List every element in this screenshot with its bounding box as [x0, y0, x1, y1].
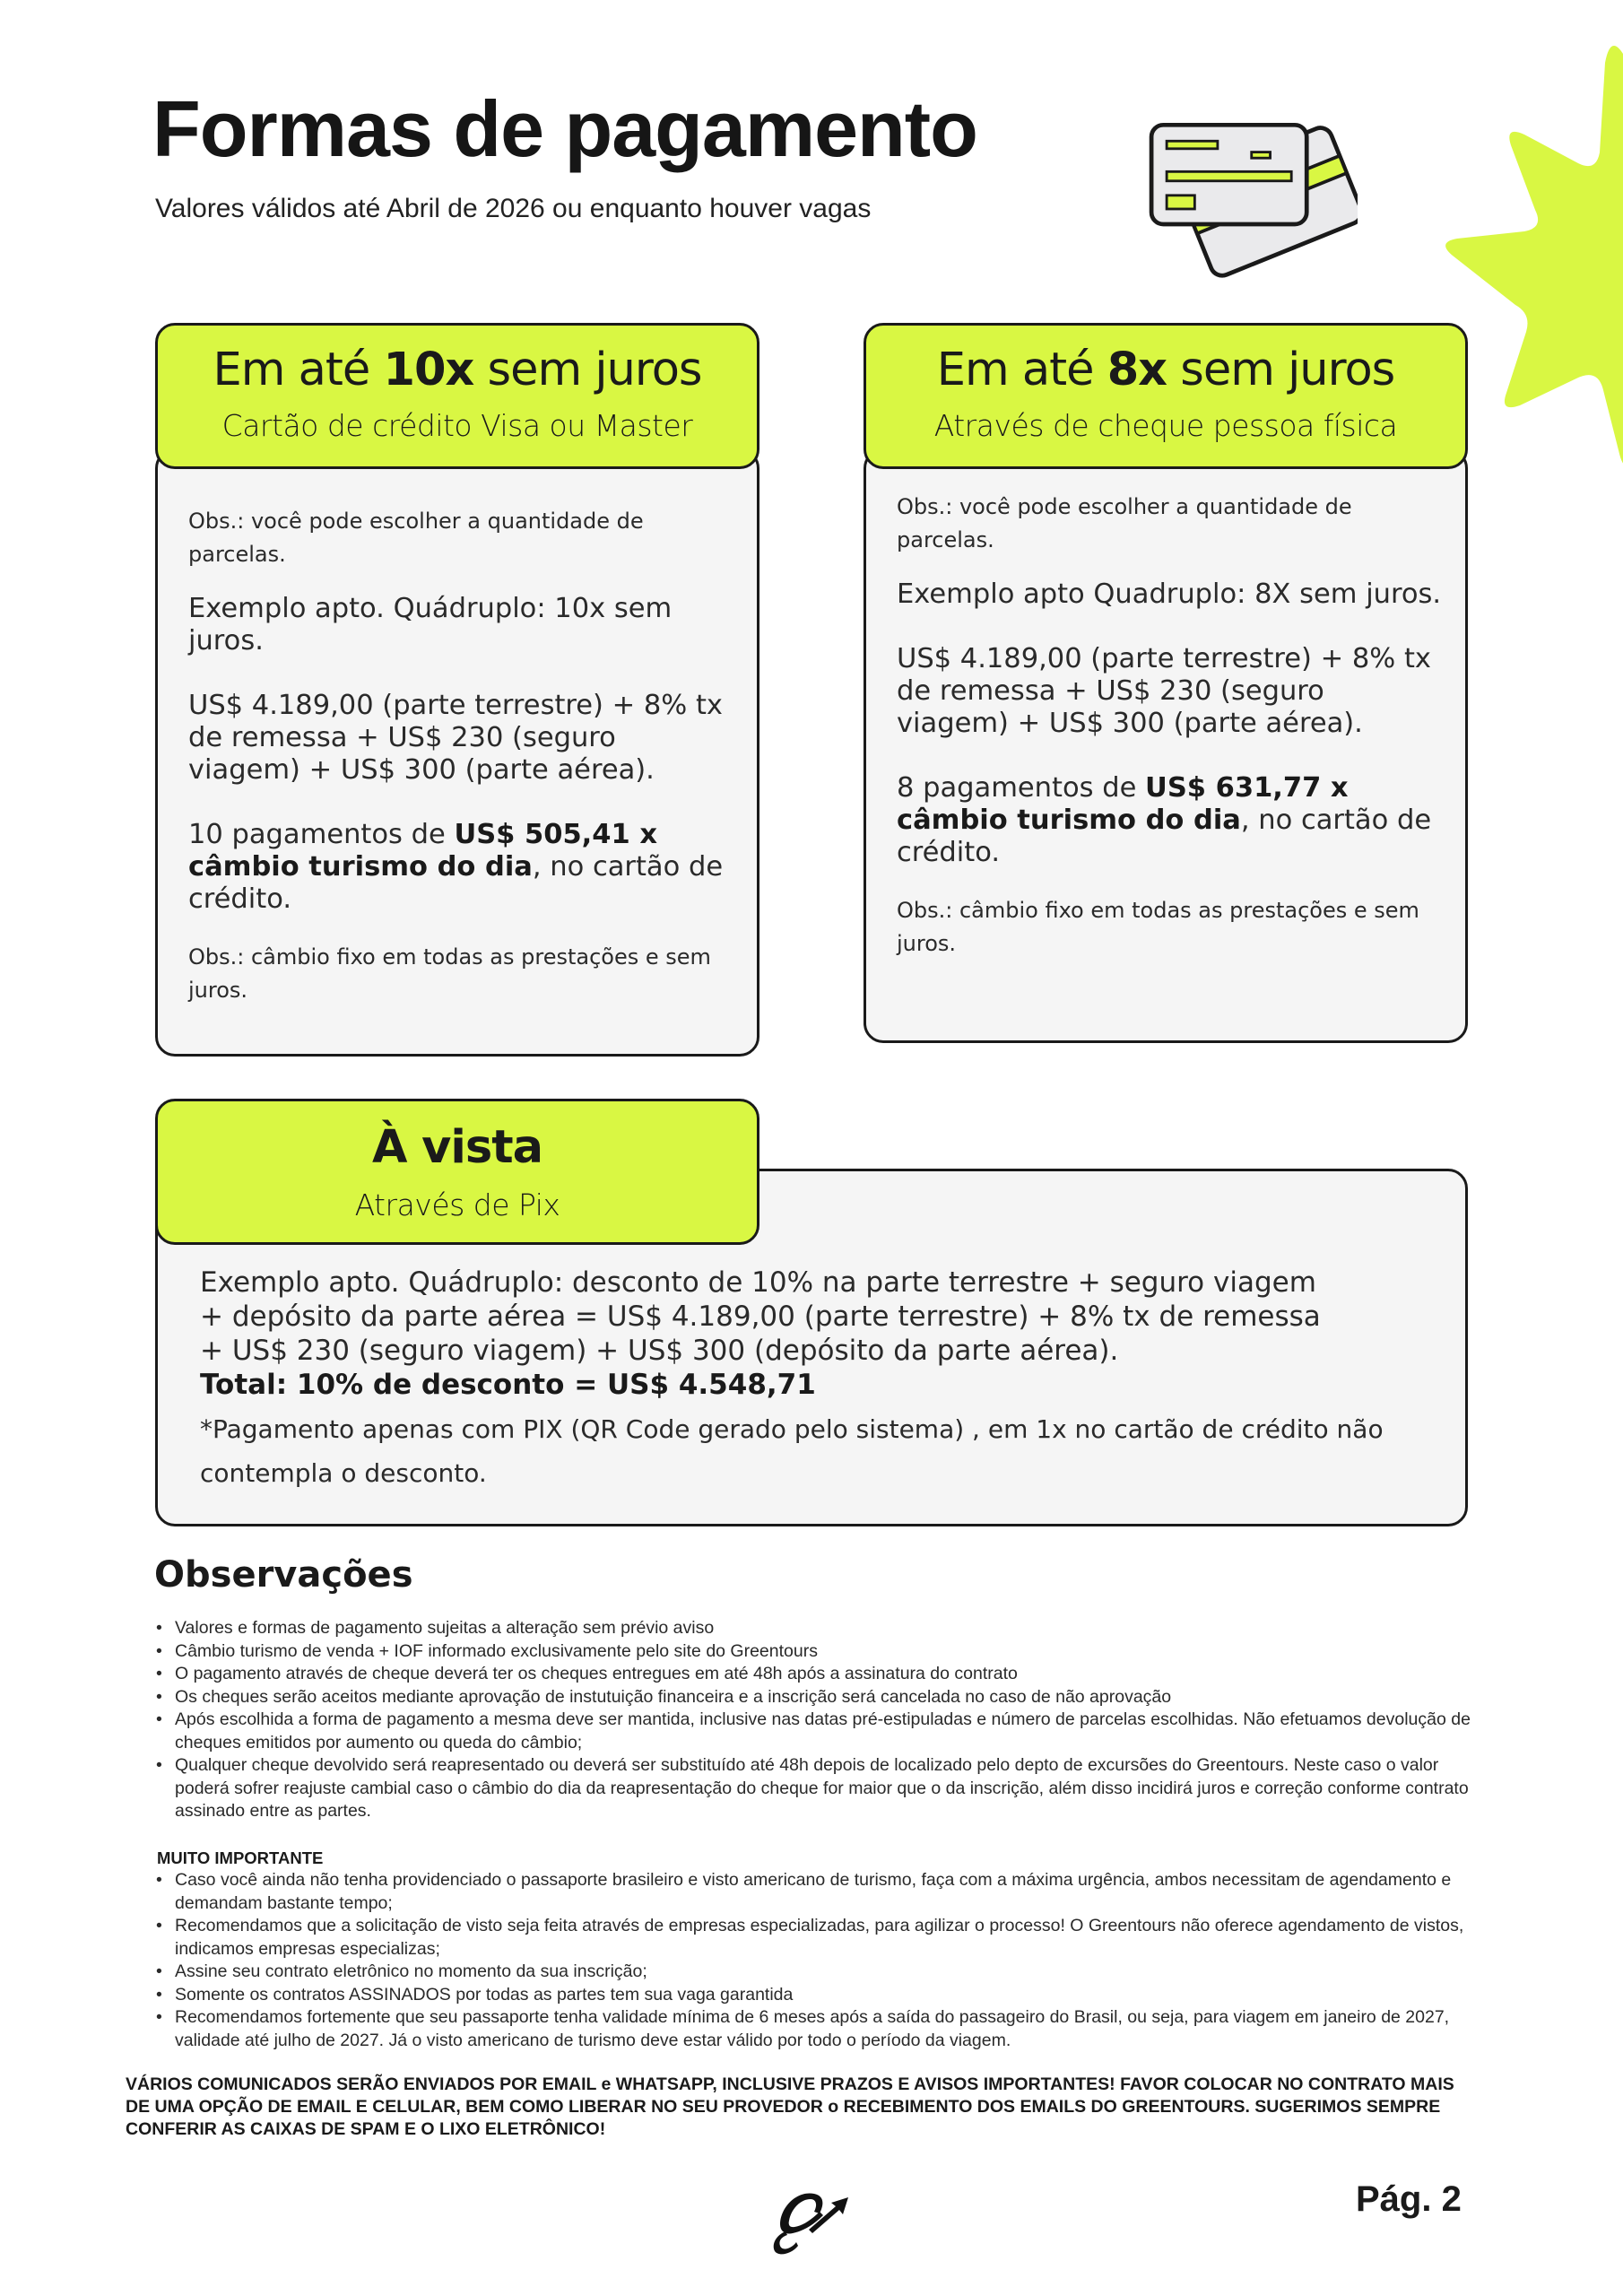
card-title: Em até 8x sem juros [936, 344, 1395, 396]
observations-list [154, 1617, 1481, 1823]
card-obs-note: Obs.: você pode escolher a quantidade de parcelas. [897, 494, 1352, 552]
bullet-icon: • [156, 1984, 162, 2005]
pix-example-line: + depósito da parte aérea = US$ 4.189,00 (parte terrestre) + 8% tx de remessa [200, 1300, 1321, 1333]
pix-total: Total: 10% de desconto = US$ 4.548,71 [200, 1369, 816, 1401]
card-obs-note: Obs.: você pode escolher a quantidade de parcelas. [188, 509, 644, 567]
greentours-logo-icon [760, 2185, 861, 2257]
pix-example-line: + US$ 230 (seguro viagem) + US$ 300 (depósito da parte aérea). [200, 1335, 1119, 1367]
bullet-icon: • [156, 1640, 162, 1661]
bullet-icon: • [156, 1664, 162, 1683]
observations-heading: Observações [154, 1554, 413, 1596]
list-item-text: Valores e formas de pagamento sujeitas a alteração sem prévio aviso [175, 1618, 715, 1638]
page-number: Pág. 2 [1356, 2179, 1462, 2219]
installments-card-body [155, 448, 759, 1057]
bullet-icon: • [156, 1686, 162, 1707]
list-item-text: Assine seu contrato eletrônico no momento da sua inscrição; [175, 1961, 647, 1981]
card-title: À vista [371, 1121, 543, 1174]
list-item [154, 1617, 1481, 1640]
list-item-text: Os cheques serão aceitos mediante aprovação de instutuição financeira e a inscrição será cancelada no caso de não aprovação [175, 1686, 1172, 1707]
card-subtitle: Através de cheque pessoa física [933, 408, 1398, 443]
list-item [154, 1869, 1481, 1915]
installments-card-header [155, 323, 759, 469]
credit-cards-icon [1137, 108, 1358, 278]
important-heading: MUITO IMPORTANTE [157, 1848, 324, 1867]
list-item-text: O pagamento através de cheque deverá ter os cheques entregues em até 48h após a assinatura do contrato [175, 1664, 1018, 1683]
list-item [154, 1640, 1481, 1664]
card-title: Em até 10x sem juros [213, 344, 702, 396]
list-item-text: Somente os contratos ASSINADOS por todas as partes tem sua vaga garantida [175, 1984, 794, 2005]
list-item [154, 1754, 1481, 1823]
card-calculation: US$ 4.189,00 (parte terrestre) + 8% tx de remessa + US$ 230 (seguro viagem) + US$ 300 (parte aérea). [897, 643, 1431, 739]
card-example: Exemplo apto. Quádruplo: 10x sem juros. [188, 593, 673, 657]
bullet-icon: • [156, 2007, 162, 2027]
list-item-text: Caso você ainda não tenha providenciado o passaporte brasileiro e visto americano de turismo, faça com a máxima urgência, ambos necessitam de agendamento e demandam bastante tempo; [175, 1870, 1452, 1913]
list-item-text: Após escolhida a forma de pagamento a mesma deve ser mantida, inclusive nas datas pré-estipuladas e número de parcelas escolhidas. Não efetuamos devolução de cheques emitidos por aumento ou queda do câmbio; [175, 1709, 1471, 1752]
card-payment-summary: 10 pagamentos de US$ 505,41 x câmbio turismo do dia, no cartão de crédito. [188, 819, 724, 915]
pix-note: *Pagamento apenas com PIX (QR Code gerado pelo sistema) , em 1x no cartão de crédito não contempla o desconto. [200, 1414, 1384, 1488]
important-list [154, 1869, 1481, 2052]
page-title: Formas de pagamento [152, 84, 977, 173]
check-card-body [864, 448, 1468, 1043]
card-exchange-note: Obs.: câmbio fixo em todas as prestações e sem juros. [188, 944, 711, 1003]
card-calculation: US$ 4.189,00 (parte terrestre) + 8% tx de remessa + US$ 230 (seguro viagem) + US$ 300 (parte aérea). [188, 690, 723, 786]
card-example: Exemplo apto Quadruplo: 8X sem juros. [897, 578, 1442, 610]
check-card-header [864, 323, 1468, 469]
card-subtitle: Cartão de crédito Visa ou Master [221, 408, 693, 443]
pix-card-header [155, 1099, 759, 1245]
bullet-icon: • [156, 1709, 162, 1729]
list-item [154, 1961, 1481, 1984]
footer-notice: VÁRIOS COMUNICADOS SERÃO ENVIADOS POR EMAIL e WHATSAPP, INCLUSIVE PRAZOS E AVISOS IMPORTANTES! FAVOR COLOCAR NO CONTRATO MAIS DE UMA OPÇÃO DE EMAIL E CELULAR, BEM COMO LIBERAR NO SEU PROVEDOR o RECEBIMENTO DOS EMAILS DO GREENTOURS. SUGERIMOS SEMPRE CONFERIR AS CAIXAS DE SPAM E O LIXO ELETRÔNICO! [126, 2074, 1454, 2139]
list-item-text: Qualquer cheque devolvido será reapresentado ou deverá ser substituído até 48h depois de localizado pelo depto de excursões do Greentours. Neste caso o valor poderá sofrer reajuste cambial caso o câmbio do dia da reapresentação do cheque for maior que o da inscrição, além disso incidirá juros e correção conforme contrato assinado entre as partes. [175, 1755, 1469, 1821]
bullet-icon: • [156, 1755, 162, 1775]
list-item-text: Recomendamos que a solicitação de visto seja feita através de empresas especializadas, para agilizar o processo! O Greentours não oferece agendamento de vistos, indicamos empresas especializas; [175, 1916, 1464, 1959]
list-item-text: Recomendamos fortemente que seu passaporte tenha validade mínima de 6 meses após a saída do passageiro do Brasil, ou seja, para viagem em janeiro de 2027, validade até julho de 2027. Já o visto americano de turismo deve estar válido por todo o período da viagem. [175, 2007, 1450, 2050]
list-item-text: Câmbio turismo de venda + IOF informado exclusivamente pelo site do Greentours [175, 1640, 818, 1661]
list-item [154, 1984, 1481, 2007]
pix-example [200, 1265, 1437, 1402]
page-subtitle: Valores válidos até Abril de 2026 ou enquanto houver vagas [155, 194, 872, 223]
bullet-icon: • [156, 1618, 162, 1638]
card-exchange-note: Obs.: câmbio fixo em todas as prestações e sem juros. [897, 898, 1419, 956]
bullet-icon: • [156, 1916, 162, 1935]
card-payment-summary: 8 pagamentos de US$ 631,77 x câmbio turismo do dia, no cartão de crédito. [897, 772, 1432, 868]
bullet-icon: • [156, 1961, 162, 1981]
list-item [154, 1686, 1481, 1709]
bullet-icon: • [156, 1870, 162, 1890]
card-subtitle: Através de Pix [354, 1187, 560, 1222]
pix-example-line: Exemplo apto. Quádruplo: desconto de 10% na parte terrestre + seguro viagem [200, 1266, 1316, 1299]
list-item [154, 1915, 1481, 1961]
list-item [154, 1709, 1481, 1754]
list-item [154, 1663, 1481, 1686]
list-item [154, 2006, 1481, 2052]
